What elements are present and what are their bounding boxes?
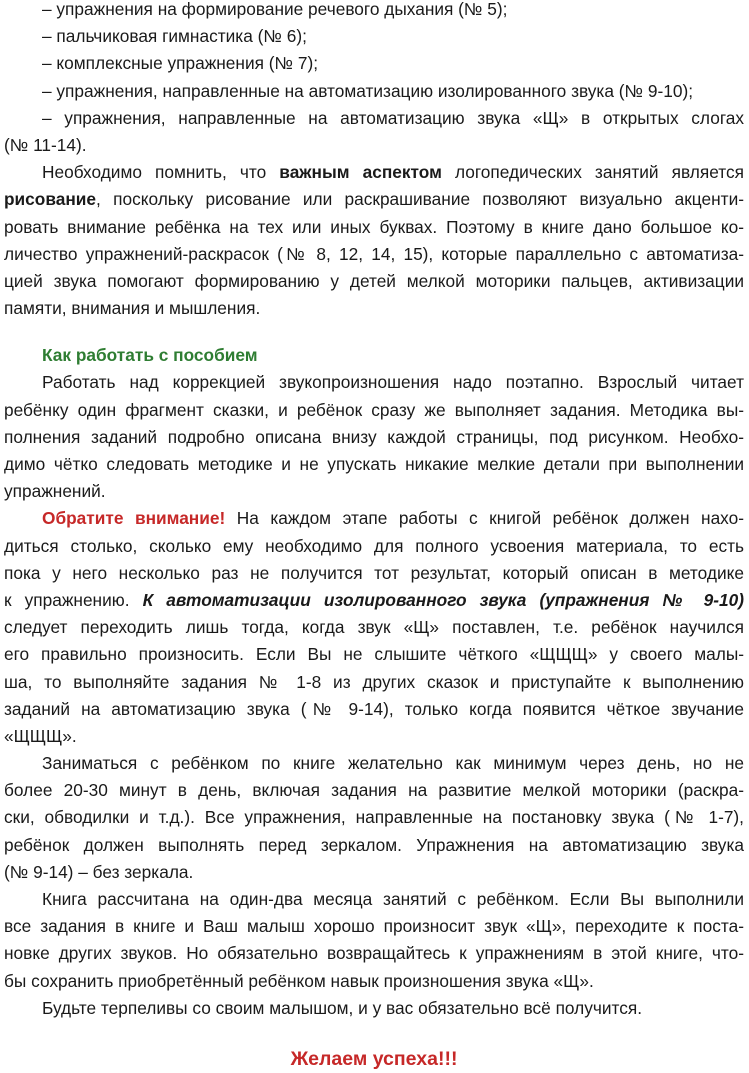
paragraph-line: к упражнению. К автоматизации изолированного звука (упражнения № 9-10) xyxy=(4,589,744,610)
paragraph-schedule xyxy=(4,750,744,886)
exercise-list xyxy=(4,0,744,159)
paragraph-line: ски, обводилки и т.д.). Все упражнения, направленные на постановку звука (№ 1-7), xyxy=(4,807,744,828)
list-item: – упражнения, направленные на автоматизацию звука «Щ» в открытых слогах xyxy=(42,107,744,128)
bold-italic-text: К автоматизации изолированного звука (упражнения № 9-10) xyxy=(142,589,744,610)
paragraph-line: (№ 9-14) – без зеркала. xyxy=(4,861,194,882)
paragraph-line: Обратите внимание! На каждом этапе работы с книгой ребёнок должен нахо- xyxy=(42,508,744,529)
page xyxy=(4,0,744,1073)
paragraph-method xyxy=(4,369,744,505)
section-heading: Как работать с пособием xyxy=(42,345,258,366)
paragraph-line: ровать внимание ребёнка на тех или иных буквах. Поэтому в книге дано большое ко- xyxy=(4,216,744,237)
paragraph-line: пока у него несколько раз не получится тот результат, который описан в методике xyxy=(4,562,744,583)
list-item-continuation: (№ 11-14). xyxy=(4,134,87,155)
paragraph-line: его правильно произносить. Если Вы не слышите чёткого «ЩЩЩ» у своего малы- xyxy=(4,644,744,665)
paragraph-line: упражнений. xyxy=(4,481,106,502)
paragraph-line: диться столько, сколько ему необходимо для полного усвоения материала, то есть xyxy=(4,535,744,556)
bold-text: рисование xyxy=(4,189,97,210)
list-item: – упражнения на формирование речевого дыхания (№ 5); xyxy=(42,0,508,19)
list-item: – упражнения, направленные на автоматизацию изолированного звука (№ 9-10); xyxy=(42,80,694,101)
paragraph-line: ребёнок должен выполнять перед зеркалом. Упражнения на автоматизацию звука xyxy=(4,834,744,855)
paragraph-line: личество упражнений-раскрасок (№ 8, 12, 14, 15), которые параллельно с автоматиза- xyxy=(4,243,744,264)
paragraph-attention xyxy=(4,505,744,750)
paragraph-line: бы сохранить приобретённый ребёнком навык произношения звука «Щ». xyxy=(4,970,594,991)
paragraph-line: Книга рассчитана на один-два месяца занятий с ребёнком. Если Вы выполнили xyxy=(42,889,744,909)
paragraph-line: Необходимо помнить, что важным аспектом логопедических занятий является xyxy=(42,162,744,183)
paragraph-line: следует переходить лишь тогда, когда звук «Щ» поставлен, т.е. ребёнок научился xyxy=(4,617,744,638)
paragraph-line: ша, то выполняйте задания № 1-8 из других сказок и приступайте к выполнению xyxy=(4,671,744,692)
list-item: – комплексные упражнения (№ 7); xyxy=(42,53,319,74)
paragraph-line: «ЩЩЩ». xyxy=(4,725,77,746)
paragraph-line: цией звука помогают формированию у детей мелкой моторики пальцев, активизации xyxy=(4,270,744,291)
paragraph-line: заданий на автоматизацию звука (№ 9-14), только когда появится чёткое звучание xyxy=(4,698,744,719)
paragraph-patience: Будьте терпеливы со своим малышом, и у вас обязательно всё получится. xyxy=(42,997,643,1018)
bold-text: важным аспектом xyxy=(279,162,442,183)
paragraph-line: ребёнку один фрагмент сказки, и ребёнок сразу же выполняет задания. Методика вы- xyxy=(4,399,744,420)
paragraph-line: Заниматься с ребёнком по книге желательно как минимум через день, но не xyxy=(42,753,744,774)
paragraph-line: полнения заданий подробно описана внизу каждой страницы, под рисунком. Необхо- xyxy=(4,426,744,447)
closing-wish: Желаем успеха!!! xyxy=(290,1047,458,1070)
list-item: – пальчиковая гимнастика (№ 6); xyxy=(42,26,307,47)
paragraph-line: новке других звуков. Но обязательно возвращайтесь к упражнениям в этой книге, что- xyxy=(4,943,744,964)
paragraph-line: памяти, внимания и мышления. xyxy=(4,298,261,319)
paragraph-duration xyxy=(4,886,744,995)
paragraph-line: более 20-30 минут в день, включая задания на развитие мелкой моторики (раскра- xyxy=(4,780,744,801)
paragraph-line: все задания в книге и Ваш малыш хорошо произносит звук «Щ», переходите к поста- xyxy=(4,916,744,937)
attention-label: Обратите внимание! xyxy=(42,508,226,529)
paragraph-drawing xyxy=(4,159,744,322)
paragraph-line: рисование, поскольку рисование или раскрашивание позволяют визуально акценти- xyxy=(4,189,744,210)
paragraph-line: димо чётко следовать методике и не упускать никакие мелкие детали при выполнении xyxy=(4,454,744,474)
paragraph-line: Работать над коррекцией звукопроизношения надо поэтапно. Взрослый читает xyxy=(42,372,744,393)
